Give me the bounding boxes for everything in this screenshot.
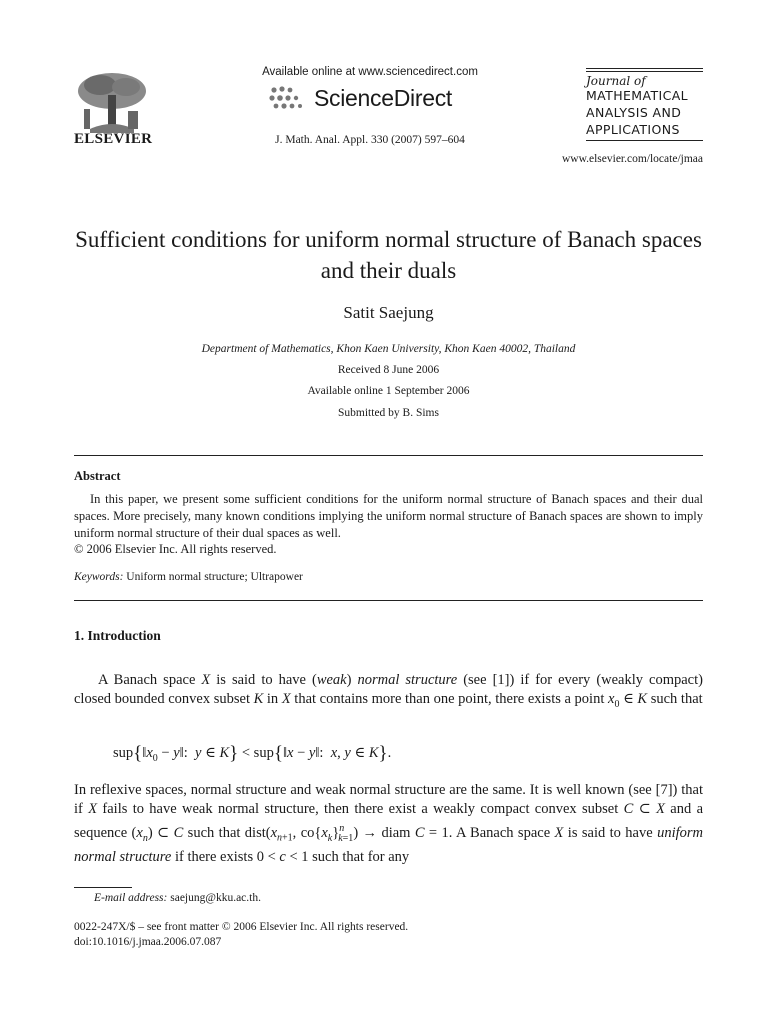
available-online-date: Available online 1 September 2006 <box>307 385 470 397</box>
available-online-text[interactable]: Available online at www.sciencedirect.com <box>262 66 478 78</box>
body-paragraph: A Banach space X is said to have (weak) normal structure (see [1]) if for every (weakly compact) closed bounded convex subset K in X that contains more than one point, there exists a point $x_0$ ∈ K such that <box>74 672 703 710</box>
journal-name-line: ANALYSIS AND <box>586 105 682 120</box>
journal-url-link[interactable]: www.elsevier.com/locate/jmaa <box>561 153 703 165</box>
keywords <box>74 571 303 583</box>
footnote <box>94 892 261 904</box>
keywords-label: Keywords: <box>74 571 124 583</box>
journal-rule <box>586 71 703 72</box>
abstract-text: In this paper, we present some sufficient conditions for the uniform normal structure of Banach spaces and their dual spaces. More precisely, many known conditions implying the uniform normal structure of Banach spaces are shown to imply uniform normal structure of their dual spaces as well. <box>74 492 703 540</box>
received-date: Received 8 June 2006 <box>337 364 440 376</box>
abstract-copyright: © 2006 Elsevier Inc. All rights reserved. <box>74 542 277 556</box>
author-email[interactable]: saejung@kku.ac.th. <box>170 892 261 904</box>
body-paragraph: In reflexive spaces, normal structure and weak normal structure are the same. It is well known (see [7]) that if X fails to have weak normal structure, then there exist a weakly compact convex subset C ⊂ X and a sequence $(x_n)$ ⊂ C such that $dist(x_{n+1}$, $co\{x_k\}^n_{k=1}$) → diam C = 1. A Banach space X is said to have uniform normal structure if there exists 0 < c < 1 such that for any <box>74 782 704 865</box>
journal-rule <box>586 140 703 141</box>
journal-rule <box>586 68 703 69</box>
doi-link[interactable]: doi:10.1016/j.jmaa.2006.07.087 <box>74 936 222 948</box>
divider <box>74 600 703 601</box>
submitted-by: Submitted by B. Sims <box>338 407 439 419</box>
abstract-heading: Abstract <box>74 469 121 483</box>
sciencedirect-logo-text: ScienceDirect <box>314 85 452 111</box>
journal-logo <box>586 68 703 143</box>
journal-citation: J. Math. Anal. Appl. 330 (2007) 597–604 <box>275 134 465 146</box>
journal-of-text: Journal of <box>586 74 646 88</box>
display-equation: $sup\{‖x_0$ − y‖: y ∈ K} < sup{‖x − y‖: x, y ∈ K}. <box>113 743 392 764</box>
author-name: Satit Saejung <box>343 303 434 322</box>
divider <box>74 455 703 456</box>
publisher-name: ELSEVIER <box>74 131 153 147</box>
issn-line: 0022-247X/$ – see front matter © 2006 Elsevier Inc. All rights reserved. <box>74 921 409 933</box>
footnote-rule <box>74 887 132 888</box>
author-affiliation: Department of Mathematics, Khon Kaen University, Khon Kaen 40002, Thailand <box>201 343 576 355</box>
article-title: Sufficient conditions for uniform normal structure of Banach spaces and their duals <box>75 227 702 283</box>
footnote-label: E-mail address: <box>94 892 168 904</box>
journal-name-line: APPLICATIONS <box>586 122 680 137</box>
section-heading: 1. Introduction <box>74 628 161 643</box>
sciencedirect-dots-icon <box>268 84 310 112</box>
keywords-list: Uniform normal structure; Ultrapower <box>126 571 303 583</box>
elsevier-tree-logo <box>70 66 154 138</box>
journal-name-line: MATHEMATICAL <box>586 88 689 103</box>
